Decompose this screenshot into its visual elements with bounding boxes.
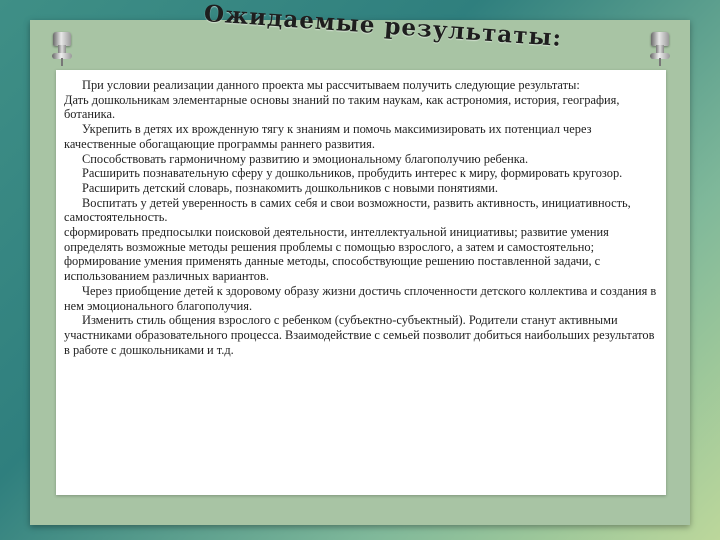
paragraph-research: сформировать предпосылки поисковой деятельности, интеллектуальной инициативы; развитие умения определять возможные методы решения проблемы с помощью взрослого, а затем и самостоятельно; формирование умения применять данные методы, способствующие решению поставленной задачи, с использованием различных вариантов. — [64, 225, 609, 284]
paragraph-confidence: Воспитать у детей уверенность в самих себя и свои возможности, развить активность, инициативность, самостоятельность. — [64, 195, 631, 225]
paragraph-intro: При условии реализации данного проекта мы рассчитываем получить следующие результаты: — [82, 78, 580, 92]
paragraph-cognitive: Расширить познавательную сферу у дошкольников, пробудить интерес к миру, формировать кругозор. — [82, 166, 623, 181]
pushpin-right-icon — [650, 32, 670, 66]
results-text — [64, 78, 660, 357]
paragraph-health: Через приобщение детей к здоровому образу жизни достичь сплоченности детского коллектива и создания в нем эмоционального благополучия. — [64, 283, 657, 313]
slide-title: Ожидаемые результаты: — [203, 0, 563, 52]
paragraph-potential: Укрепить в детях их врожденную тягу к знаниям и помочь максимизировать их потенциал через качественные обогащающие программы раннего развития. — [64, 122, 592, 151]
paragraph-harmony: Способствовать гармоничному развитию и эмоциональному благополучию ребенка. — [82, 151, 529, 166]
pushpin-left-icon — [52, 32, 72, 66]
paragraph-communication: Изменить стиль общения взрослого с ребенком (субъектно-субъектный). Родители станут активными участниками образовательного процесса. Взаимодействие с семьей позволит добиться наибольших результатов в работе с дошкольниками и т.д. — [64, 313, 655, 357]
paragraph-vocabulary: Расширить детский словарь, познакомить дошкольников с новыми понятиями. — [82, 180, 498, 195]
paragraph-knowledge: Дать дошкольникам элементарные основы знаний по таким наукам, как астрономия, история, география, ботаника. — [64, 92, 620, 122]
